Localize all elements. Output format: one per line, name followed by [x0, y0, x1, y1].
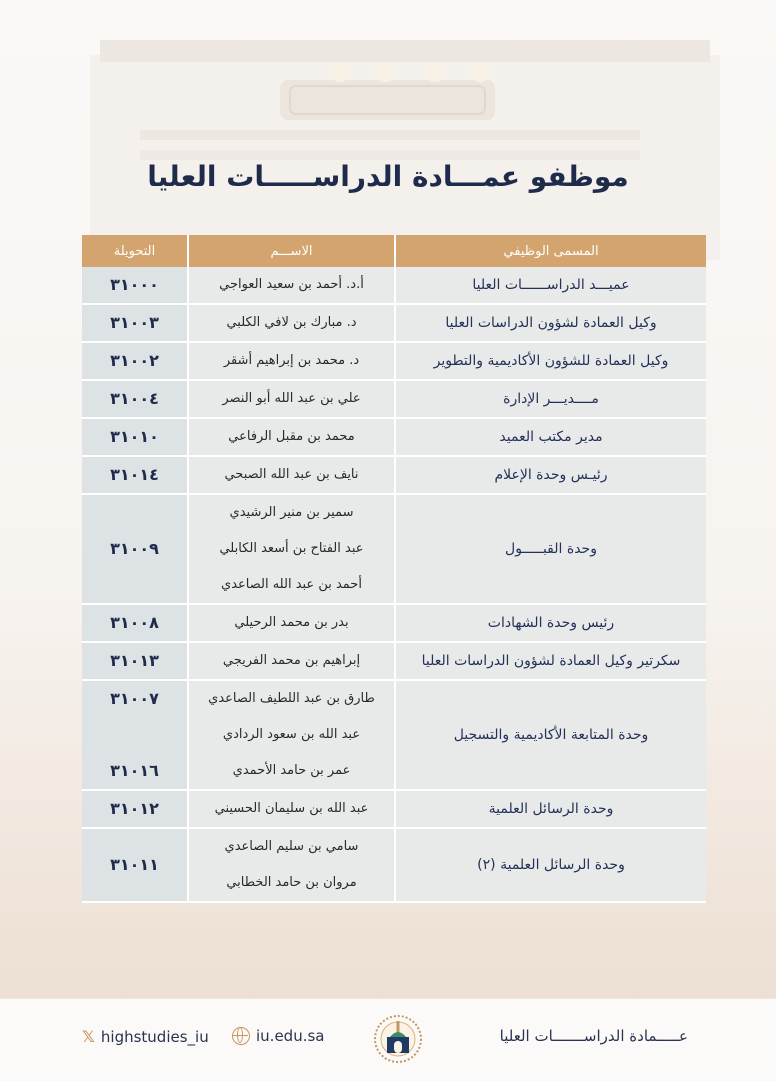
extension-number: ٣١٠١٢ [110, 799, 159, 818]
employee-name: مروان بن حامد الخطابي [226, 875, 357, 890]
employee-name: محمد بن مقبل الرفاعي [228, 429, 355, 444]
table-row [82, 790, 706, 828]
name-cell [188, 304, 395, 342]
extension-number: ٣١٠٠٣ [110, 313, 159, 332]
name-cell [188, 828, 395, 902]
table-row [82, 342, 706, 380]
job-title-cell: وحدة الرسائل العلمية (٢) [395, 828, 706, 902]
extension-number: ٣١٠٠٩ [110, 539, 159, 558]
employee-name: عبد الله بن سعود الردادي [222, 727, 361, 742]
extension-number: ٣١٠٠٧ [110, 689, 159, 708]
extension-number: ٣١٠٠٨ [110, 613, 159, 632]
job-title-cell: سكرتير وكيل العمادة لشؤون الدراسات العليا [395, 642, 706, 680]
employee-name: إبراهيم بن محمد الفريجي [222, 653, 361, 668]
extension-number: ٣١٠٠٢ [110, 351, 159, 370]
extension-cell [82, 456, 188, 494]
extension-number: ٣١٠١٤ [110, 465, 159, 484]
employee-name: طارق بن عبد اللطيف الصاعدي [208, 691, 375, 706]
footer [0, 998, 776, 1081]
header-job-title: المسمى الوظيفي [395, 235, 706, 267]
employee-name: علي بن عبد الله أبو النصر [222, 391, 361, 406]
footer-website[interactable] [232, 1027, 324, 1045]
employee-name: أ.د. أحمد بن سعيد العواجي [219, 277, 364, 292]
extension-cell [82, 828, 188, 902]
table-row [82, 267, 706, 304]
job-title-cell: رئيس وحدة الشهادات [395, 604, 706, 642]
extension-cell [82, 342, 188, 380]
extension-cell [82, 790, 188, 828]
header-name: الاســـم [188, 235, 395, 267]
extension-cell [82, 304, 188, 342]
employee-name: عبد الفتاح بن أسعد الكابلي [219, 541, 364, 556]
employee-name: بدر بن محمد الرحيلي [234, 615, 349, 630]
footer-x-account[interactable] [82, 1027, 209, 1046]
x-icon: 𝕏 [82, 1027, 95, 1046]
building-backdrop [0, 0, 776, 260]
extension-number: ٣١٠١٦ [110, 761, 159, 780]
extension-number [82, 717, 187, 753]
name-cell [188, 680, 395, 790]
extension-cell [82, 267, 188, 304]
job-title-cell: وحدة القبـــــول [395, 494, 706, 604]
employee-name: د. مبارك بن لافي الكلبي [226, 315, 357, 330]
employee-name: سمير بن منير الرشيدي [229, 505, 354, 520]
table-row [82, 418, 706, 456]
university-logo-icon [370, 1013, 426, 1065]
website-text: iu.edu.sa [256, 1027, 325, 1045]
extension-number: ٣١٠١٣ [110, 651, 159, 670]
employee-name: عمر بن حامد الأحمدي [232, 763, 351, 778]
staff-table [82, 235, 706, 903]
job-title-cell: مدير مكتب العميد [395, 418, 706, 456]
page-title: موظفو عمـــادة الدراســـــات العليا [147, 160, 629, 193]
extension-number: ٣١٠١٠ [110, 427, 159, 446]
name-cell [188, 380, 395, 418]
name-cell [188, 494, 395, 604]
table-row [82, 304, 706, 342]
job-title-cell: وحدة المتابعة الأكاديمية والتسجيل [395, 680, 706, 790]
name-cell [188, 267, 395, 304]
table-row [82, 494, 706, 604]
name-cell [188, 342, 395, 380]
job-title-cell: وحدة الرسائل العلمية [395, 790, 706, 828]
extension-cell [82, 380, 188, 418]
job-title-cell: رئيـس وحدة الإعلام [395, 456, 706, 494]
extension-number: ٣١٠٠٤ [110, 389, 159, 408]
name-cell [188, 456, 395, 494]
globe-icon [232, 1027, 250, 1045]
table-row [82, 604, 706, 642]
table-row [82, 680, 706, 790]
job-title-cell: وكيل العمادة للشؤون الأكاديمية والتطوير [395, 342, 706, 380]
job-title-cell: عميـــد الدراســــــات العليا [395, 267, 706, 304]
extension-number: ٣١٠١١ [110, 855, 159, 874]
table-header-row [82, 235, 706, 267]
employee-name: د. محمد بن إبراهيم أشقر [223, 353, 360, 368]
extension-number: ٣١٠٠٠ [110, 275, 159, 294]
footer-deanship-name: عـــــمادة الدراســـــــات العليا [499, 1027, 688, 1045]
name-cell [188, 790, 395, 828]
table-row [82, 380, 706, 418]
extension-cell [82, 604, 188, 642]
job-title-cell: مــــديـــر الإدارة [395, 380, 706, 418]
extension-cell [82, 494, 188, 604]
extension-cell [82, 642, 188, 680]
x-handle-text: highstudies_iu [100, 1027, 209, 1046]
header-extension: التحويلة [82, 235, 188, 267]
extension-cell [82, 418, 188, 456]
name-cell [188, 642, 395, 680]
employee-name: عبد الله بن سليمان الحسيني [214, 801, 369, 816]
job-title-cell: وكيل العمادة لشؤون الدراسات العليا [395, 304, 706, 342]
employee-name: أحمد بن عبد الله الصاعدي [221, 577, 362, 592]
extension-cell [82, 680, 188, 790]
table-row [82, 642, 706, 680]
name-cell [188, 418, 395, 456]
name-cell [188, 604, 395, 642]
table-row [82, 828, 706, 902]
employee-name: سامي بن سليم الصاعدي [224, 839, 359, 854]
table-row [82, 456, 706, 494]
employee-name: نايف بن عبد الله الصبحي [224, 467, 359, 482]
